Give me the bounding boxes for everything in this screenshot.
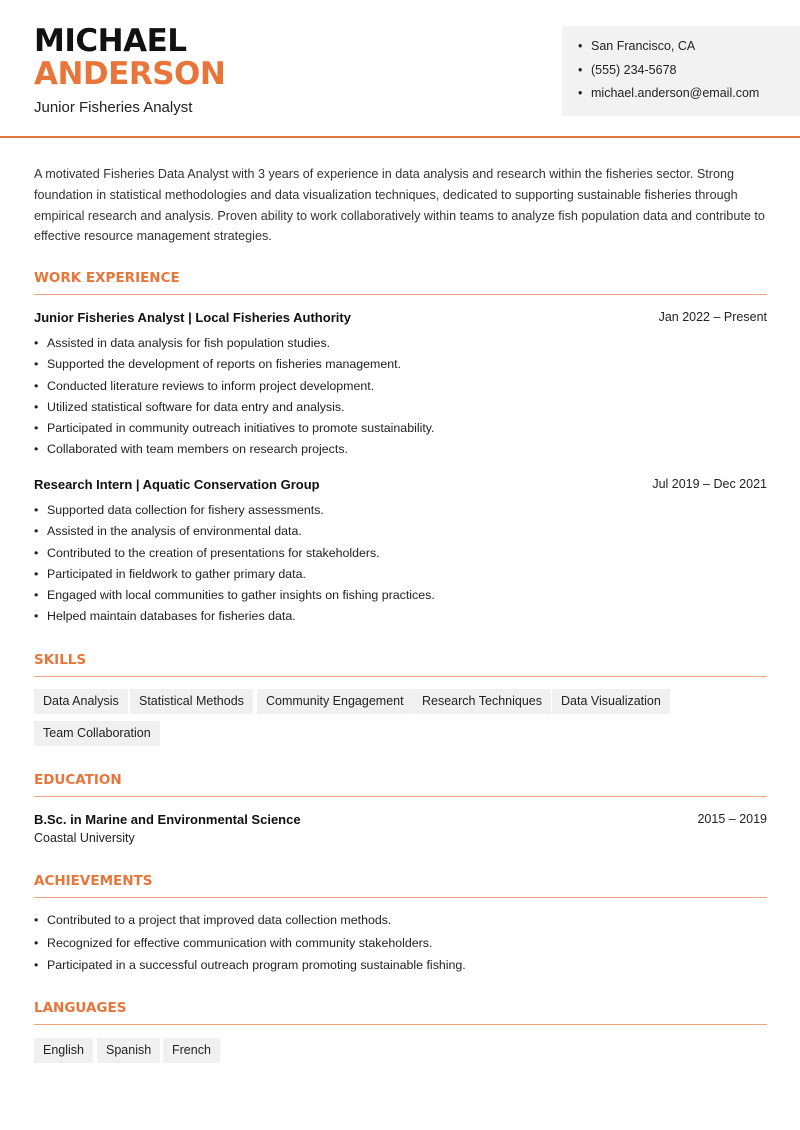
contact-box — [562, 26, 800, 116]
job-bullets — [34, 502, 435, 630]
resume-header — [0, 0, 800, 138]
skill-tag: Statistical Methods — [130, 689, 253, 714]
job-title: Research Intern | Aquatic Conservation Group — [34, 477, 320, 492]
skill-tag: Research Techniques — [413, 689, 551, 714]
list-item: • Contributed to the creation of presentations for stakeholders. — [34, 545, 435, 566]
summary: A motivated Fisheries Data Analyst with 3 years of experience in data analysis and research within the fisheries sector. Strong foundation in statistical methodologies and data visualization techniques, dedicated to supporting sustainable fisheries through empirical research and analysis. Proven ability to work collaboratively within teams to analyze fish population data and contribute to effective resource management strategies. — [34, 167, 765, 244]
language-tag: Spanish — [97, 1038, 160, 1063]
language-tag: English — [34, 1038, 93, 1063]
bullet-icon — [578, 85, 591, 109]
last-name: ANDERSON — [34, 56, 226, 92]
section-title-education: EDUCATION — [34, 770, 767, 797]
job-bullets — [34, 335, 435, 463]
list-item: • Engaged with local communities to gather insights on fishing practices. — [34, 587, 435, 608]
skill-tag: Community Engagement — [257, 689, 413, 714]
skill-tag: Data Analysis — [34, 689, 128, 714]
list-item: • Assisted in the analysis of environmental data. — [34, 523, 435, 544]
contact-phone — [578, 62, 800, 86]
degree-title: B.Sc. in Marine and Environmental Science — [34, 812, 301, 827]
list-item: • Helped maintain databases for fisheries data. — [34, 608, 435, 629]
education-date: 2015 – 2019 — [697, 812, 767, 826]
list-item: • Supported data collection for fishery assessments. — [34, 502, 435, 523]
language-tag: French — [163, 1038, 220, 1063]
contact-location — [578, 38, 800, 62]
contact-location-text: San Francisco, CA — [591, 39, 696, 53]
list-item: • Contributed to a project that improved data collection methods. — [34, 912, 466, 935]
list-item: • Participated in fieldwork to gather primary data. — [34, 566, 435, 587]
achievement-bullets — [34, 912, 466, 980]
list-item: • Collaborated with team members on research projects. — [34, 441, 435, 462]
skill-tag: Data Visualization — [552, 689, 670, 714]
first-name: MICHAEL — [34, 23, 187, 59]
job-role: Junior Fisheries Analyst — [34, 99, 193, 116]
section-title-skills: SKILLS — [34, 650, 767, 677]
bullet-icon — [578, 38, 591, 62]
list-item: • Assisted in data analysis for fish population studies. — [34, 335, 435, 356]
list-item: • Conducted literature reviews to inform project development. — [34, 378, 435, 399]
bullet-icon — [578, 62, 591, 86]
list-item: • Recognized for effective communication with community stakeholders. — [34, 935, 466, 958]
list-item: • Supported the development of reports on fisheries management. — [34, 356, 435, 377]
job-title: Junior Fisheries Analyst | Local Fisheries Authority — [34, 310, 351, 325]
school-name: Coastal University — [34, 831, 135, 845]
section-title-work: WORK EXPERIENCE — [34, 268, 767, 295]
section-title-languages: LANGUAGES — [34, 998, 767, 1025]
contact-email-text[interactable]: michael.anderson@email.com — [591, 86, 760, 100]
list-item: • Participated in a successful outreach program promoting sustainable fishing. — [34, 957, 466, 980]
job-date: Jan 2022 – Present — [658, 310, 767, 324]
contact-phone-text: (555) 234-5678 — [591, 62, 677, 77]
job-date: Jul 2019 – Dec 2021 — [652, 477, 767, 491]
list-item: • Utilized statistical software for data entry and analysis. — [34, 399, 435, 420]
list-item: • Participated in community outreach initiatives to promote sustainability. — [34, 420, 435, 441]
section-title-achievements: ACHIEVEMENTS — [34, 871, 767, 898]
contact-email[interactable] — [578, 85, 800, 109]
skill-tag: Team Collaboration — [34, 721, 160, 746]
